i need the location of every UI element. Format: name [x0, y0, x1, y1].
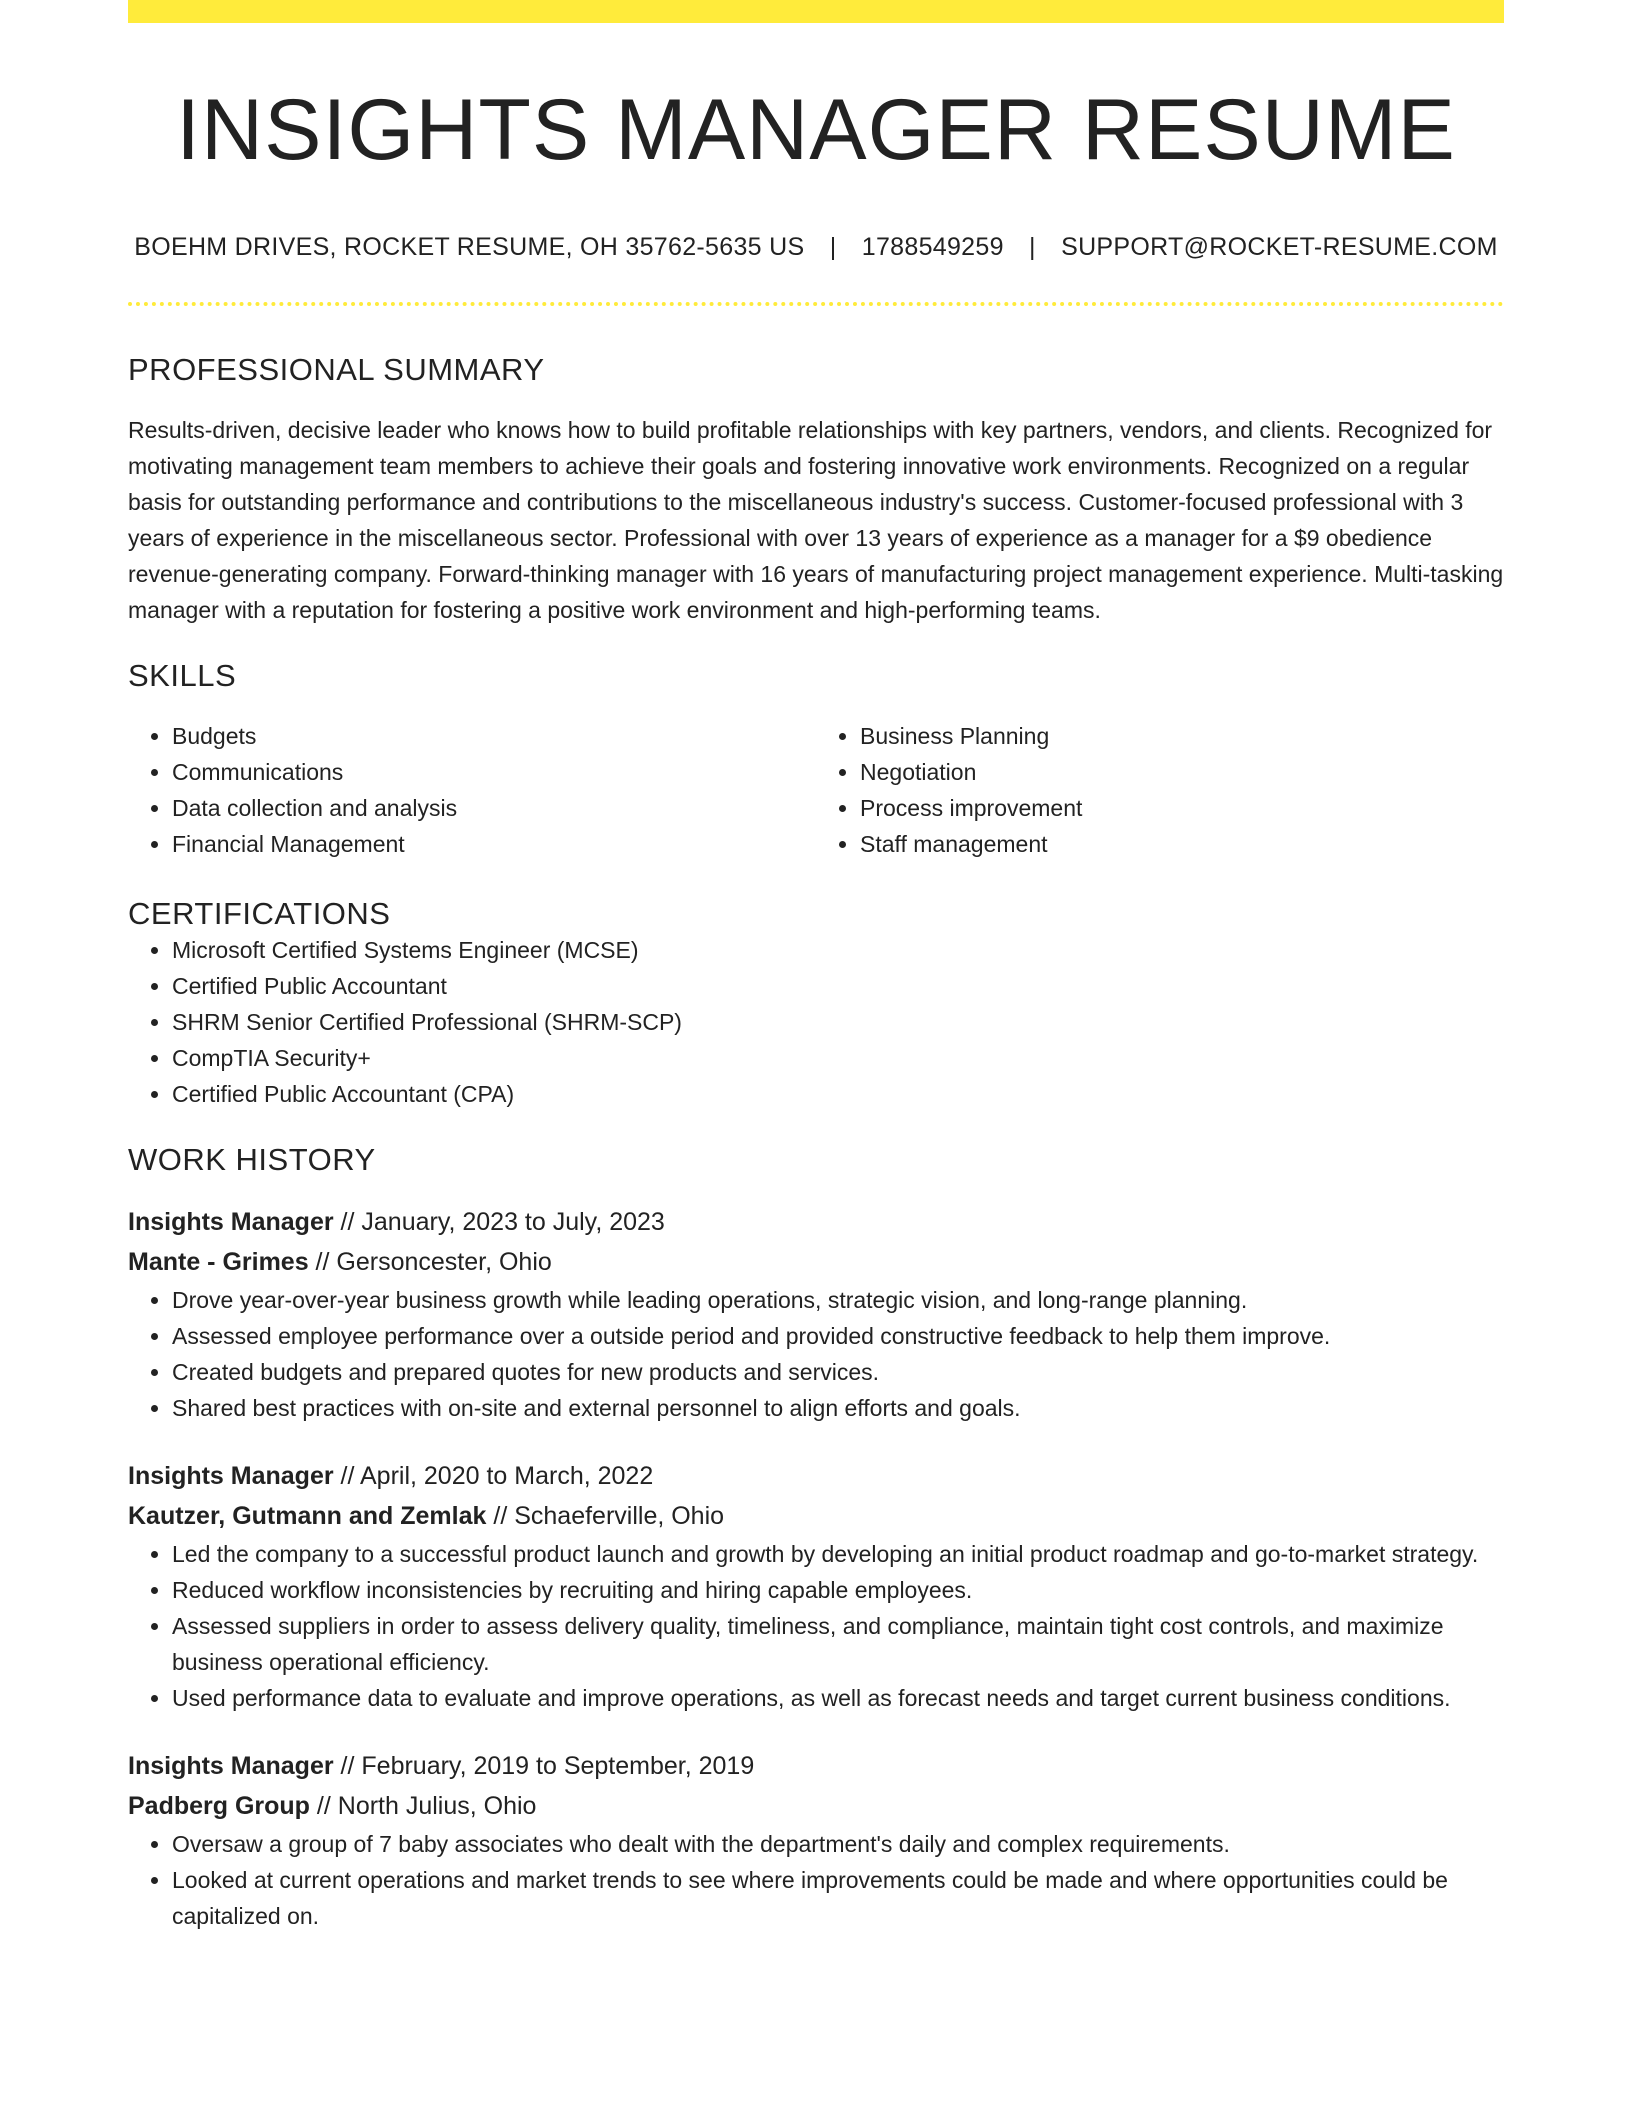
resume-page	[128, 0, 1504, 1934]
certification-item: • SHRM Senior Certified Professional (SHRM-SCP)	[172, 1004, 1504, 1040]
job-bullet: • Assessed suppliers in order to assess delivery quality, timeliness, and compliance, maintain tight cost controls, and maximize business operational efficiency.	[172, 1608, 1504, 1680]
job-divider: //	[333, 1751, 362, 1780]
certification-item: • Microsoft Certified Systems Engineer (MCSE)	[172, 932, 1504, 968]
certification-item: • CompTIA Security+	[172, 1040, 1504, 1076]
skills-heading: SKILLS	[128, 657, 237, 693]
job-bullets	[128, 1282, 1504, 1426]
job-bullet: • Oversaw a group of 7 baby associates who dealt with the department's daily and complex requirements.	[172, 1826, 1504, 1862]
job-company-line	[128, 1786, 1504, 1826]
skills-list	[128, 718, 1504, 862]
header-divider	[128, 302, 1504, 306]
job-dates: April, 2020 to March, 2022	[360, 1461, 654, 1490]
job-bullet: • Used performance data to evaluate and improve operations, as well as forecast needs and target current business conditions.	[172, 1680, 1504, 1716]
job-location: Schaeferville, Ohio	[514, 1501, 725, 1530]
job-title: Insights Manager	[128, 1461, 334, 1490]
certifications-heading: CERTIFICATIONS	[128, 895, 391, 931]
job-bullet: • Reduced workflow inconsistencies by recruiting and hiring capable employees.	[172, 1572, 1504, 1608]
skill-item: • Communications	[172, 754, 816, 790]
job-bullet: • Assessed employee performance over a outside period and provided constructive feedback to help them improve.	[172, 1318, 1504, 1354]
resume-title: INSIGHTS MANAGER RESUME	[176, 82, 1456, 178]
certification-item: • Certified Public Accountant (CPA)	[172, 1076, 1504, 1112]
skills-column-left	[128, 718, 816, 862]
contact-phone: 1788549259	[861, 232, 1004, 261]
job-title: Insights Manager	[128, 1751, 334, 1780]
summary-text: Results-driven, decisive leader who knows how to build profitable relationships with key partners, vendors, and clients. Recognized for motivating management team members to achieve their goals and fostering innovative work environments. Recognized on a regular basis for outstanding performance and contributions to the miscellaneous industry's success. Customer-focused professional with 3 years of experience in the miscellaneous sector. Professional with over 13 years of experience as a manager for a $9 obedience revenue-generating company. Forward-thinking manager with 16 years of manufacturing project management experience. Multi-tasking manager with a reputation for fostering a positive work environment and high-performing teams.	[128, 416, 1504, 623]
header-accent-bar	[128, 0, 1504, 23]
job-location: Gersoncester, Ohio	[336, 1247, 552, 1276]
job-title-line	[128, 1746, 1504, 1786]
contact-line	[128, 232, 1504, 262]
job-entry	[128, 1746, 1504, 1934]
job-divider: //	[333, 1207, 362, 1236]
job-bullet: • Created budgets and prepared quotes for new products and services.	[172, 1354, 1504, 1390]
skills-column-right	[816, 718, 1504, 862]
job-company: Kautzer, Gutmann and Zemlak	[128, 1501, 487, 1530]
skill-item: • Process improvement	[860, 790, 1504, 826]
skill-item: • Data collection and analysis	[172, 790, 816, 826]
certifications-list	[128, 932, 1504, 1112]
job-bullets	[128, 1536, 1504, 1716]
job-title-line	[128, 1456, 1504, 1496]
contact-separator: |	[1029, 232, 1036, 261]
contact-address: BOEHM DRIVES, ROCKET RESUME, OH 35762-5635 US	[134, 232, 805, 261]
job-company-line	[128, 1242, 1504, 1282]
job-bullet: • Drove year-over-year business growth while leading operations, strategic vision, and long-range planning.	[172, 1282, 1504, 1318]
job-company: Padberg Group	[128, 1791, 310, 1820]
job-entry	[128, 1456, 1504, 1716]
job-dates: January, 2023 to July, 2023	[361, 1207, 665, 1236]
job-dates: February, 2019 to September, 2019	[361, 1751, 755, 1780]
job-divider: //	[486, 1501, 515, 1530]
skill-item: • Financial Management	[172, 826, 816, 862]
job-entry	[128, 1202, 1504, 1426]
job-company-line	[128, 1496, 1504, 1536]
skill-item: • Negotiation	[860, 754, 1504, 790]
summary-heading: PROFESSIONAL SUMMARY	[128, 351, 545, 387]
contact-separator: |	[829, 232, 837, 261]
certification-item: • Certified Public Accountant	[172, 968, 1504, 1004]
skill-item: • Business Planning	[860, 718, 1504, 754]
job-bullets	[128, 1826, 1504, 1934]
skill-item: • Budgets	[172, 718, 816, 754]
job-divider: //	[309, 1791, 338, 1820]
job-title-line	[128, 1202, 1504, 1242]
work-history-heading: WORK HISTORY	[128, 1141, 376, 1177]
job-location: North Julius, Ohio	[337, 1791, 537, 1820]
job-title: Insights Manager	[128, 1207, 334, 1236]
contact-email: SUPPORT@ROCKET-RESUME.COM	[1061, 232, 1498, 261]
skill-item: • Staff management	[860, 826, 1504, 862]
job-bullet: • Shared best practices with on-site and external personnel to align efforts and goals.	[172, 1390, 1504, 1426]
job-divider: //	[308, 1247, 337, 1276]
job-divider: //	[333, 1461, 360, 1490]
job-bullet: • Led the company to a successful product launch and growth by developing an initial product roadmap and go-to-market strategy.	[172, 1536, 1504, 1572]
job-company: Mante - Grimes	[128, 1247, 309, 1276]
job-bullet: • Looked at current operations and market trends to see where improvements could be made and where opportunities could be capitalized on.	[172, 1862, 1504, 1934]
